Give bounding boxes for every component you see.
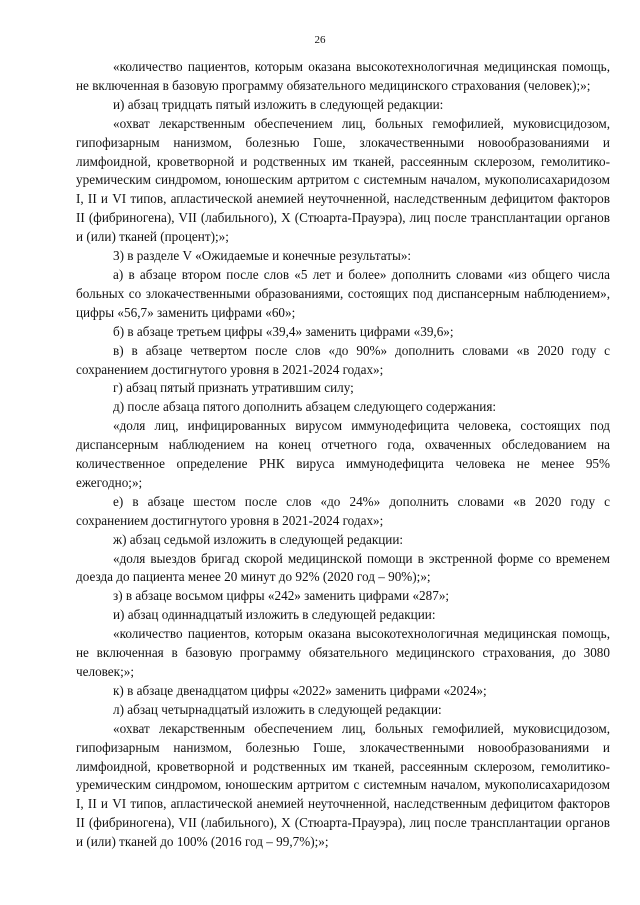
paragraph-13: «доля выездов бригад скорой медицинской помощи в экстренной форме со временем доезда до пациента менее 20 минут до 92% (2020 год – 90%);»; [76,550,610,585]
paragraph-11: е) в абзаце шестом после слов «до 24%» дополнить словами «в 2020 году с сохранением достигнутого уровня в 2021-2024 годах»; [76,493,610,528]
paragraph-9: д) после абзаца пятого дополнить абзацем следующего содержания: [113,399,497,415]
paragraph-16: «количество пациентов, которым оказана высокотехнологичная медицинская помощь, не включенная в базовую программу обязательного медицинского страхования, до 3080 человек;»; [76,626,610,679]
paragraph-6: б) в абзаце третьем цифры «39,4» заменить цифрами «39,6»; [113,323,454,339]
paragraph-18: л) абзац четырнадцатый изложить в следующей редакции: [113,701,442,717]
paragraph-10: «доля лиц, инфицированных вирусом иммунодефицита человека, состоящих под диспансерным наблюдением на конец отчетного года, охваченных обследованием на количественное определение РНК вируса иммунодефицита человека не менее 95% ежегодно;»; [76,418,610,490]
paragraph-2: и) абзац тридцать пятый изложить в следующей редакции: [113,96,444,112]
paragraph-8: г) абзац пятый признать утратившим силу; [113,380,354,396]
paragraph-3: «охват лекарственным обеспечением лиц, больных гемофилией, муковисцидозом, гипофизарным нанизмом, болезнью Гоше, злокачественными новообразованиями и лимфоидной, кроветворной и родственных им тканей, рассеянным склерозом, гемолитико-уремическим синдромом, юношеским артритом с системным началом, мукополисахаридозом I, II и VI типов, апластической анемией неуточненной, наследственным дефицитом факторов II (фибриногена), VII (лабильного), X (Стюарта-Прауэра), лиц после трансплантации органов и (или) тканей (процент);»; [76,115,610,245]
document-body [76,58,610,852]
paragraph-19: «охват лекарственным обеспечением лиц, больных гемофилией, муковисцидозом, гипофизарным нанизмом, болезнью Гоше, злокачественными новообразованиями и лимфоидной, кроветворной и родственных им тканей, рассеянным склерозом, гемолитико-уремическим синдромом, юношеским артритом с системным началом, мукополисахаридозом I, II и VI типов, апластической анемией неуточненной, наследственным дефицитом факторов II (фибриногена), VII (лабильного), X (Стюарта-Прауэра), лиц после трансплантации органов и (или) тканей до 100% (2016 год – 99,7%);»; [76,720,610,850]
paragraph-7: в) в абзаце четвертом после слов «до 90%» дополнить словами «в 2020 году с сохранением достигнутого уровня в 2021-2024 годах»; [76,342,610,377]
paragraph-14: з) в абзаце восьмом цифры «242» заменить цифрами «287»; [113,588,450,604]
page-number: 26 [314,34,326,46]
paragraph-1: «количество пациентов, которым оказана высокотехнологичная медицинская помощь, не включенная в базовую программу обязательного медицинского страхования (человек);»; [76,59,610,93]
paragraph-4: 3) в разделе V «Ожидаемые и конечные результаты»: [113,248,412,264]
paragraph-15: и) абзац одиннадцатый изложить в следующей редакции: [113,607,436,623]
paragraph-17: к) в абзаце двенадцатом цифры «2022» заменить цифрами «2024»; [113,682,487,698]
paragraph-12: ж) абзац седьмой изложить в следующей редакции: [113,531,404,547]
paragraph-5: а) в абзаце втором после слов «5 лет и более» дополнить словами «из общего числа больных со злокачественными образованиями, состоящих под диспансерным наблюдением», цифры «56,7» заменить цифрами «60»; [76,266,610,320]
